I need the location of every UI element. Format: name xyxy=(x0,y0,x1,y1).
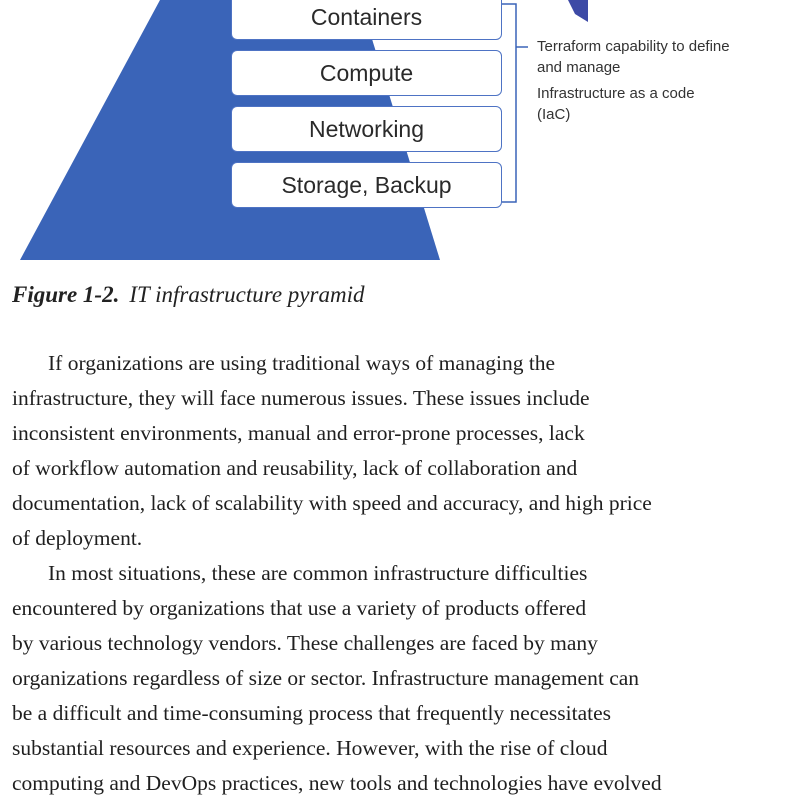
layer-containers: Containers xyxy=(231,0,502,40)
layer-compute: Compute xyxy=(231,50,502,96)
corner-shape xyxy=(568,0,588,22)
annotation-iac: Infrastructure as a code (IaC) xyxy=(537,85,695,123)
paragraph: In most situations, these are common infrastructure difficulties encountered by organizations that use a variety of products offered by various technology vendors. These challenges are faced by many organizations regardless of size or sector. Infrastructure management can be a difficult and time-consuming process that frequently necessitates substantial resources and experience. However, with the rise of cloud computing and DevOps practices, new tools and technologies have evolved xyxy=(12,561,662,795)
layer-networking: Networking xyxy=(231,106,502,152)
figure-number: Figure 1-2. xyxy=(12,282,120,307)
infrastructure-pyramid-figure xyxy=(0,0,800,270)
bracket-line xyxy=(502,4,516,202)
layer-storage-backup: Storage, Backup xyxy=(231,162,502,208)
figure-caption xyxy=(12,282,364,308)
figure-title: IT infrastructure pyramid xyxy=(129,282,365,307)
annotation-terraform-capability: Terraform capability to define and manage xyxy=(537,38,730,76)
body-text xyxy=(12,346,792,800)
paragraph: If organizations are using traditional ways of managing the infrastructure, they will face numerous issues. These issues include inconsistent environments, manual and error-prone processes, lack of workflow automation and reusability, lack of collaboration and documentation, lack of scalability with speed and accuracy, and high price of deployment. xyxy=(12,351,652,550)
